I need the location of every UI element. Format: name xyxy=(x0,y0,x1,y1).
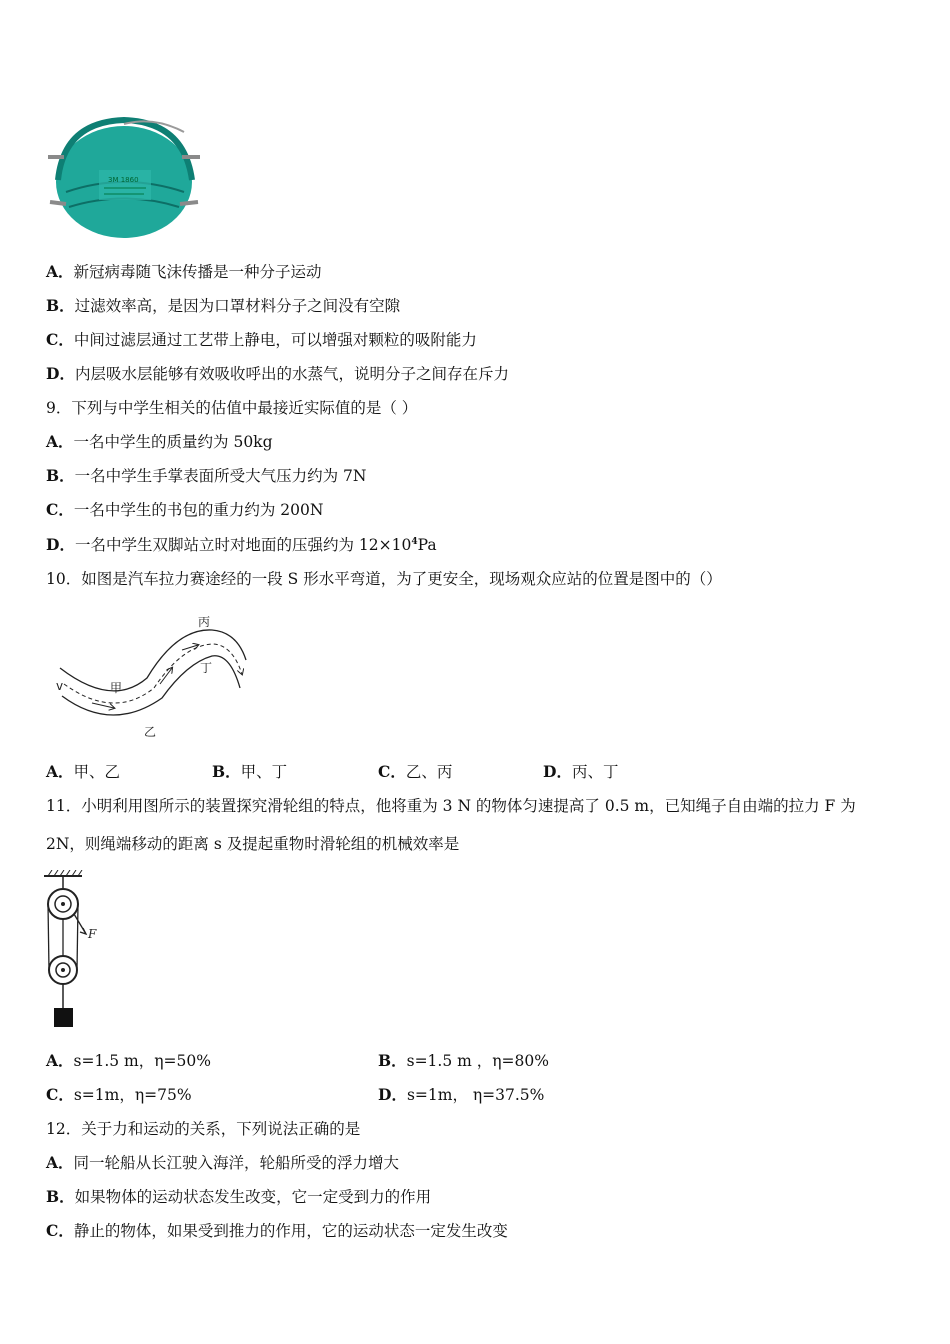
q10-option-a: A．甲、乙 xyxy=(46,762,121,781)
q9-stem: 9．下列与中学生相关的估值中最接近实际值的是（ ） xyxy=(46,399,418,417)
road-edge-upper xyxy=(60,630,246,691)
q9-option-a: A．一名中学生的质量约为 50kg xyxy=(46,432,273,451)
pulley-figure xyxy=(40,870,110,1032)
mask-figure xyxy=(44,112,202,242)
q12-option-b: B．如果物体的运动状态发生改变，它一定受到力的作用 xyxy=(46,1187,432,1206)
car-path-dashed xyxy=(64,644,242,703)
q10-stem: 10．如图是汽车拉力赛途经的一段 S 形水平弯道，为了更安全，现场观众应站的位置是图中的（） xyxy=(46,570,722,588)
label-ding: 丁 xyxy=(200,661,213,675)
q12-option-a: A．同一轮船从长江驶入海洋，轮船所受的浮力增大 xyxy=(46,1153,400,1172)
q8-option-d: D．内层吸水层能够有效吸收呼出的水蒸气，说明分子之间存在斥力 xyxy=(46,364,509,383)
force-label: F xyxy=(88,927,97,941)
q11-option-b: B．s=1.5 m ，η=80% xyxy=(378,1051,549,1070)
q8-option-b: B．过滤效率高，是因为口罩材料分子之间没有空隙 xyxy=(46,296,401,315)
q8-option-c: C．中间过滤层通过工艺带上静电，可以增强对颗粒的吸附能力 xyxy=(46,330,477,349)
q9-option-c: C．一名中学生的书包的重力约为 200N xyxy=(46,500,324,519)
q11-stem-line1: 11．小明利用图所示的装置探究滑轮组的特点，他将重为 3 N 的物体匀速提高了 0.5 m，已知绳子自由端的拉力 F 为 xyxy=(46,797,856,815)
q11-option-c: C．s=1m，η=75% xyxy=(46,1085,192,1104)
q9-option-b: B．一名中学生手掌表面所受大气压力约为 7N xyxy=(46,466,367,485)
q8-option-a: A．新冠病毒随飞沫传播是一种分子运动 xyxy=(46,262,322,281)
q10-option-b: B．甲、丁 xyxy=(212,762,288,781)
q9-option-d: D．一名中学生双脚站立时对地面的压强约为 $12\times 10^4Pa$ xyxy=(46,535,437,554)
label-bing: 丙 xyxy=(198,615,211,629)
q12-stem: 12．关于力和运动的关系，下列说法正确的是 xyxy=(46,1120,361,1138)
label-v: v xyxy=(56,679,64,693)
q11-option-a: A．s=1.5 m，η=50% xyxy=(46,1051,211,1070)
q11-option-d: D．s=1m， η=37.5% xyxy=(378,1085,545,1104)
s-curve-figure xyxy=(52,608,252,742)
label-yi: 乙 xyxy=(144,725,157,739)
n95-mask-icon xyxy=(44,112,202,242)
q11-stem-line2: 2N，则绳端移动的距离 s 及提起重物时滑轮组的机械效率是 xyxy=(46,835,460,853)
q12-option-c: C．静止的物体，如果受到推力的作用，它的运动状态一定发生改变 xyxy=(46,1221,508,1240)
q10-option-d: D．丙、丁 xyxy=(543,762,619,781)
weight-block-icon xyxy=(54,1008,73,1027)
q10-option-c: C．乙、丙 xyxy=(378,762,453,781)
label-jia: 甲 xyxy=(110,681,123,695)
mask-brand-text: 3M 1860 xyxy=(108,176,139,184)
